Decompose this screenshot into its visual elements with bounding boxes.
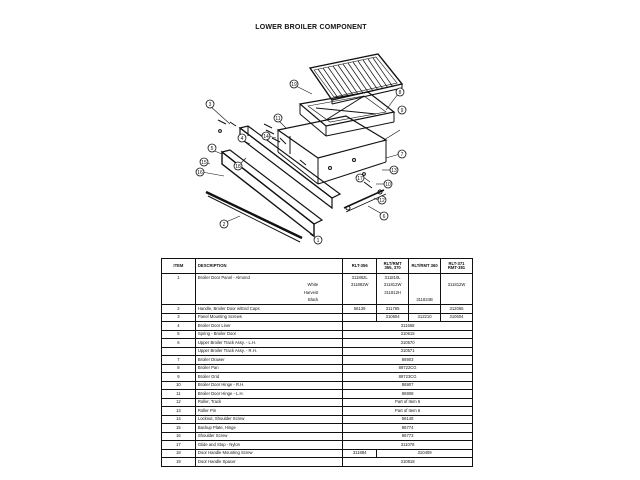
cell-part-number [343,297,377,305]
table-row [162,339,473,348]
callout-12 [378,196,386,204]
table-row [162,289,473,297]
cell-description: Black [195,297,342,305]
cell-item: 5 [162,330,196,339]
cell-part-number [441,274,473,282]
cell-description: Broiler Door Liner [195,322,342,331]
door-handle [206,192,302,242]
cell-description: Spring - Broiler Door [195,330,342,339]
cell-part-number: 86903 [343,356,473,365]
cell-part-number: 311765 [377,305,409,314]
cell-part-number: Part of Item 6 [343,398,473,407]
cell-part-number: 311824B [409,297,441,305]
svg-text:15: 15 [201,160,207,166]
cell-item: 8 [162,364,196,373]
table-row [162,373,473,382]
cell-item: 15 [162,424,196,433]
table-row [162,274,473,282]
table-row [162,407,473,416]
cell-part-number: 310818 [343,458,473,467]
cell-item: 2 [162,305,196,314]
table-row [162,356,473,365]
cell-description: Harvest [195,289,342,297]
svg-text:4: 4 [240,136,244,142]
cell-part-number: 311882W [343,282,377,290]
table-row [162,322,473,331]
cell-part-number [343,289,377,297]
cell-part-number: 312065 [441,305,473,314]
cell-item: 10 [162,381,196,390]
table-row [162,282,473,290]
cell-part-number [409,305,441,314]
cell-part-number: 311812W [377,282,409,290]
cell-part-number: 86773 [343,432,473,441]
callout-2 [220,220,228,228]
svg-text:13: 13 [391,168,397,174]
svg-text:10: 10 [385,182,391,188]
table-row [162,441,473,450]
table-row [162,313,473,322]
cell-item: 1 [162,274,196,282]
cell-description: Locknut, Shoulder Screw [195,415,342,424]
cell-description: Upper Broiler Track Assy. - R.H. [195,347,342,356]
callout-11 [274,114,282,122]
table-row [162,364,473,373]
cell-description: Backup Plate, Hinge [195,424,342,433]
callout-9 [398,106,406,114]
cell-item: 3 [162,313,196,322]
cell-item: 18 [162,449,196,458]
cell-item: 19 [162,458,196,467]
cell-part-number: 311812W [441,282,473,290]
table-row [162,415,473,424]
cell-description: Door Handle Mounting Screw [195,449,342,458]
broiler-pan [300,92,394,136]
cell-description: Broiler Pan [195,364,342,373]
cell-description: Panel Mounting Screws [195,313,342,322]
cell-part-number: 310571 [343,347,473,356]
svg-text:7: 7 [400,152,404,158]
table-row [162,458,473,467]
cell-description: Handle, Broiler Door w/End Caps [195,305,342,314]
cell-description: Roller, Track [195,398,342,407]
cell-part-number: 56148 [343,415,473,424]
cell-item: 14 [162,415,196,424]
parts-table-body [162,274,473,467]
callout-3 [206,100,214,108]
cell-part-number: 310615 [343,330,473,339]
cell-part-number: 310570 [343,339,473,348]
table-row [162,305,473,314]
cell-description: Roller Pin [195,407,342,416]
table-row [162,297,473,305]
header-col1: RLT-356 [343,259,377,274]
cell-part-number: 86774 [343,424,473,433]
cell-part-number [441,297,473,305]
cell-part-number: 311810L [377,274,409,282]
cell-item [162,282,196,290]
callout-8 [396,88,404,96]
cell-description: Broiler Drawer [195,356,342,365]
cell-part-number: 56139 [343,305,377,314]
cell-description: Shoulder Screw [195,432,342,441]
cell-part-number: 311078 [343,441,473,450]
cell-part-number [441,289,473,297]
cell-item: 12 [162,398,196,407]
cell-description: Broiler Door Panel - Almond [195,274,342,282]
cell-description: Broiler Door Hinge - R.H. [195,381,342,390]
cell-part-number: 310604 [377,313,409,322]
callout-13 [390,166,398,174]
cell-description: Door Handle Spacer [195,458,342,467]
cell-item [162,347,196,356]
cell-part-number: 311884 [343,449,377,458]
svg-text:1: 1 [316,238,320,244]
table-row [162,390,473,399]
cell-part-number: 311882L [343,274,377,282]
svg-text:12: 12 [379,198,385,204]
table-row [162,398,473,407]
svg-text:9: 9 [400,108,404,114]
page-title: LOWER BROILER COMPONENT [255,24,367,31]
cell-item: 7 [162,356,196,365]
svg-text:14: 14 [263,134,269,140]
callout-19 [290,80,298,88]
hardware-parts [218,120,372,188]
svg-text:3: 3 [208,102,212,108]
table-row [162,424,473,433]
callout-leaders [202,86,400,238]
cell-description: Broiler Door Hinge - L.H. [195,390,342,399]
cell-part-number: 86908 [343,390,473,399]
cell-part-number: 310409 [377,449,473,458]
callout-16 [196,168,204,176]
cell-item: 16 [162,432,196,441]
cell-item: 4 [162,322,196,331]
cell-item: 6 [162,339,196,348]
svg-text:17: 17 [357,176,363,182]
svg-text:19: 19 [291,82,297,88]
header-col4: RLT-371 RMT-381 [441,259,473,274]
cell-part-number [409,282,441,290]
header-col3: RLT/RMT 360 [409,259,441,274]
broiler-drawer [278,116,386,184]
callout-14 [262,132,270,140]
cell-part-number: 88722CG [343,364,473,373]
callout-5 [208,144,216,152]
svg-text:18: 18 [235,164,241,170]
header-col2: RLT/RMT 355, 370 [377,259,409,274]
svg-text:16: 16 [197,170,203,176]
cell-item [162,297,196,305]
cell-description: Glide and Stop - Nylon [195,441,342,450]
cell-item: 17 [162,441,196,450]
parts-sheet [150,12,472,474]
callout-1 [314,236,322,244]
svg-text:6: 6 [382,214,386,220]
parts-table [161,258,473,467]
table-row [162,432,473,441]
callout-4 [238,134,246,142]
callout-15 [200,158,208,166]
cell-description: White [195,282,342,290]
cell-part-number: 88723CG [343,373,473,382]
table-row [162,330,473,339]
cell-part-number [409,274,441,282]
cell-item: 9 [162,373,196,382]
callout-10 [384,180,392,188]
callout-7 [398,150,406,158]
cell-part-number [377,297,409,305]
broiler-grid [310,54,402,104]
table-row [162,449,473,458]
callout-18 [234,162,242,170]
svg-text:2: 2 [222,222,226,228]
cell-part-number: 311568 [343,322,473,331]
cell-part-number [409,289,441,297]
table-row [162,347,473,356]
cell-item: 11 [162,390,196,399]
cell-description: Broiler Grid [195,373,342,382]
cell-item [162,289,196,297]
header-description: DESCRIPTION [195,259,342,274]
cell-part-number: 86907 [343,381,473,390]
svg-text:11: 11 [275,116,281,122]
cell-part-number: 312210 [409,313,441,322]
callout-6 [380,212,388,220]
header-item: ITEM [162,259,196,274]
callout-17 [356,174,364,182]
cell-part-number: 310604 [441,313,473,322]
svg-text:5: 5 [210,146,214,152]
cell-part-number: 311812H [377,289,409,297]
cell-description: Upper Broiler Track Assy. - L.H. [195,339,342,348]
svg-text:8: 8 [398,90,402,96]
cell-part-number [343,313,377,322]
cell-item: 13 [162,407,196,416]
cell-part-number: Part of Item 6 [343,407,473,416]
exploded-view-diagram [150,12,472,252]
table-row [162,381,473,390]
